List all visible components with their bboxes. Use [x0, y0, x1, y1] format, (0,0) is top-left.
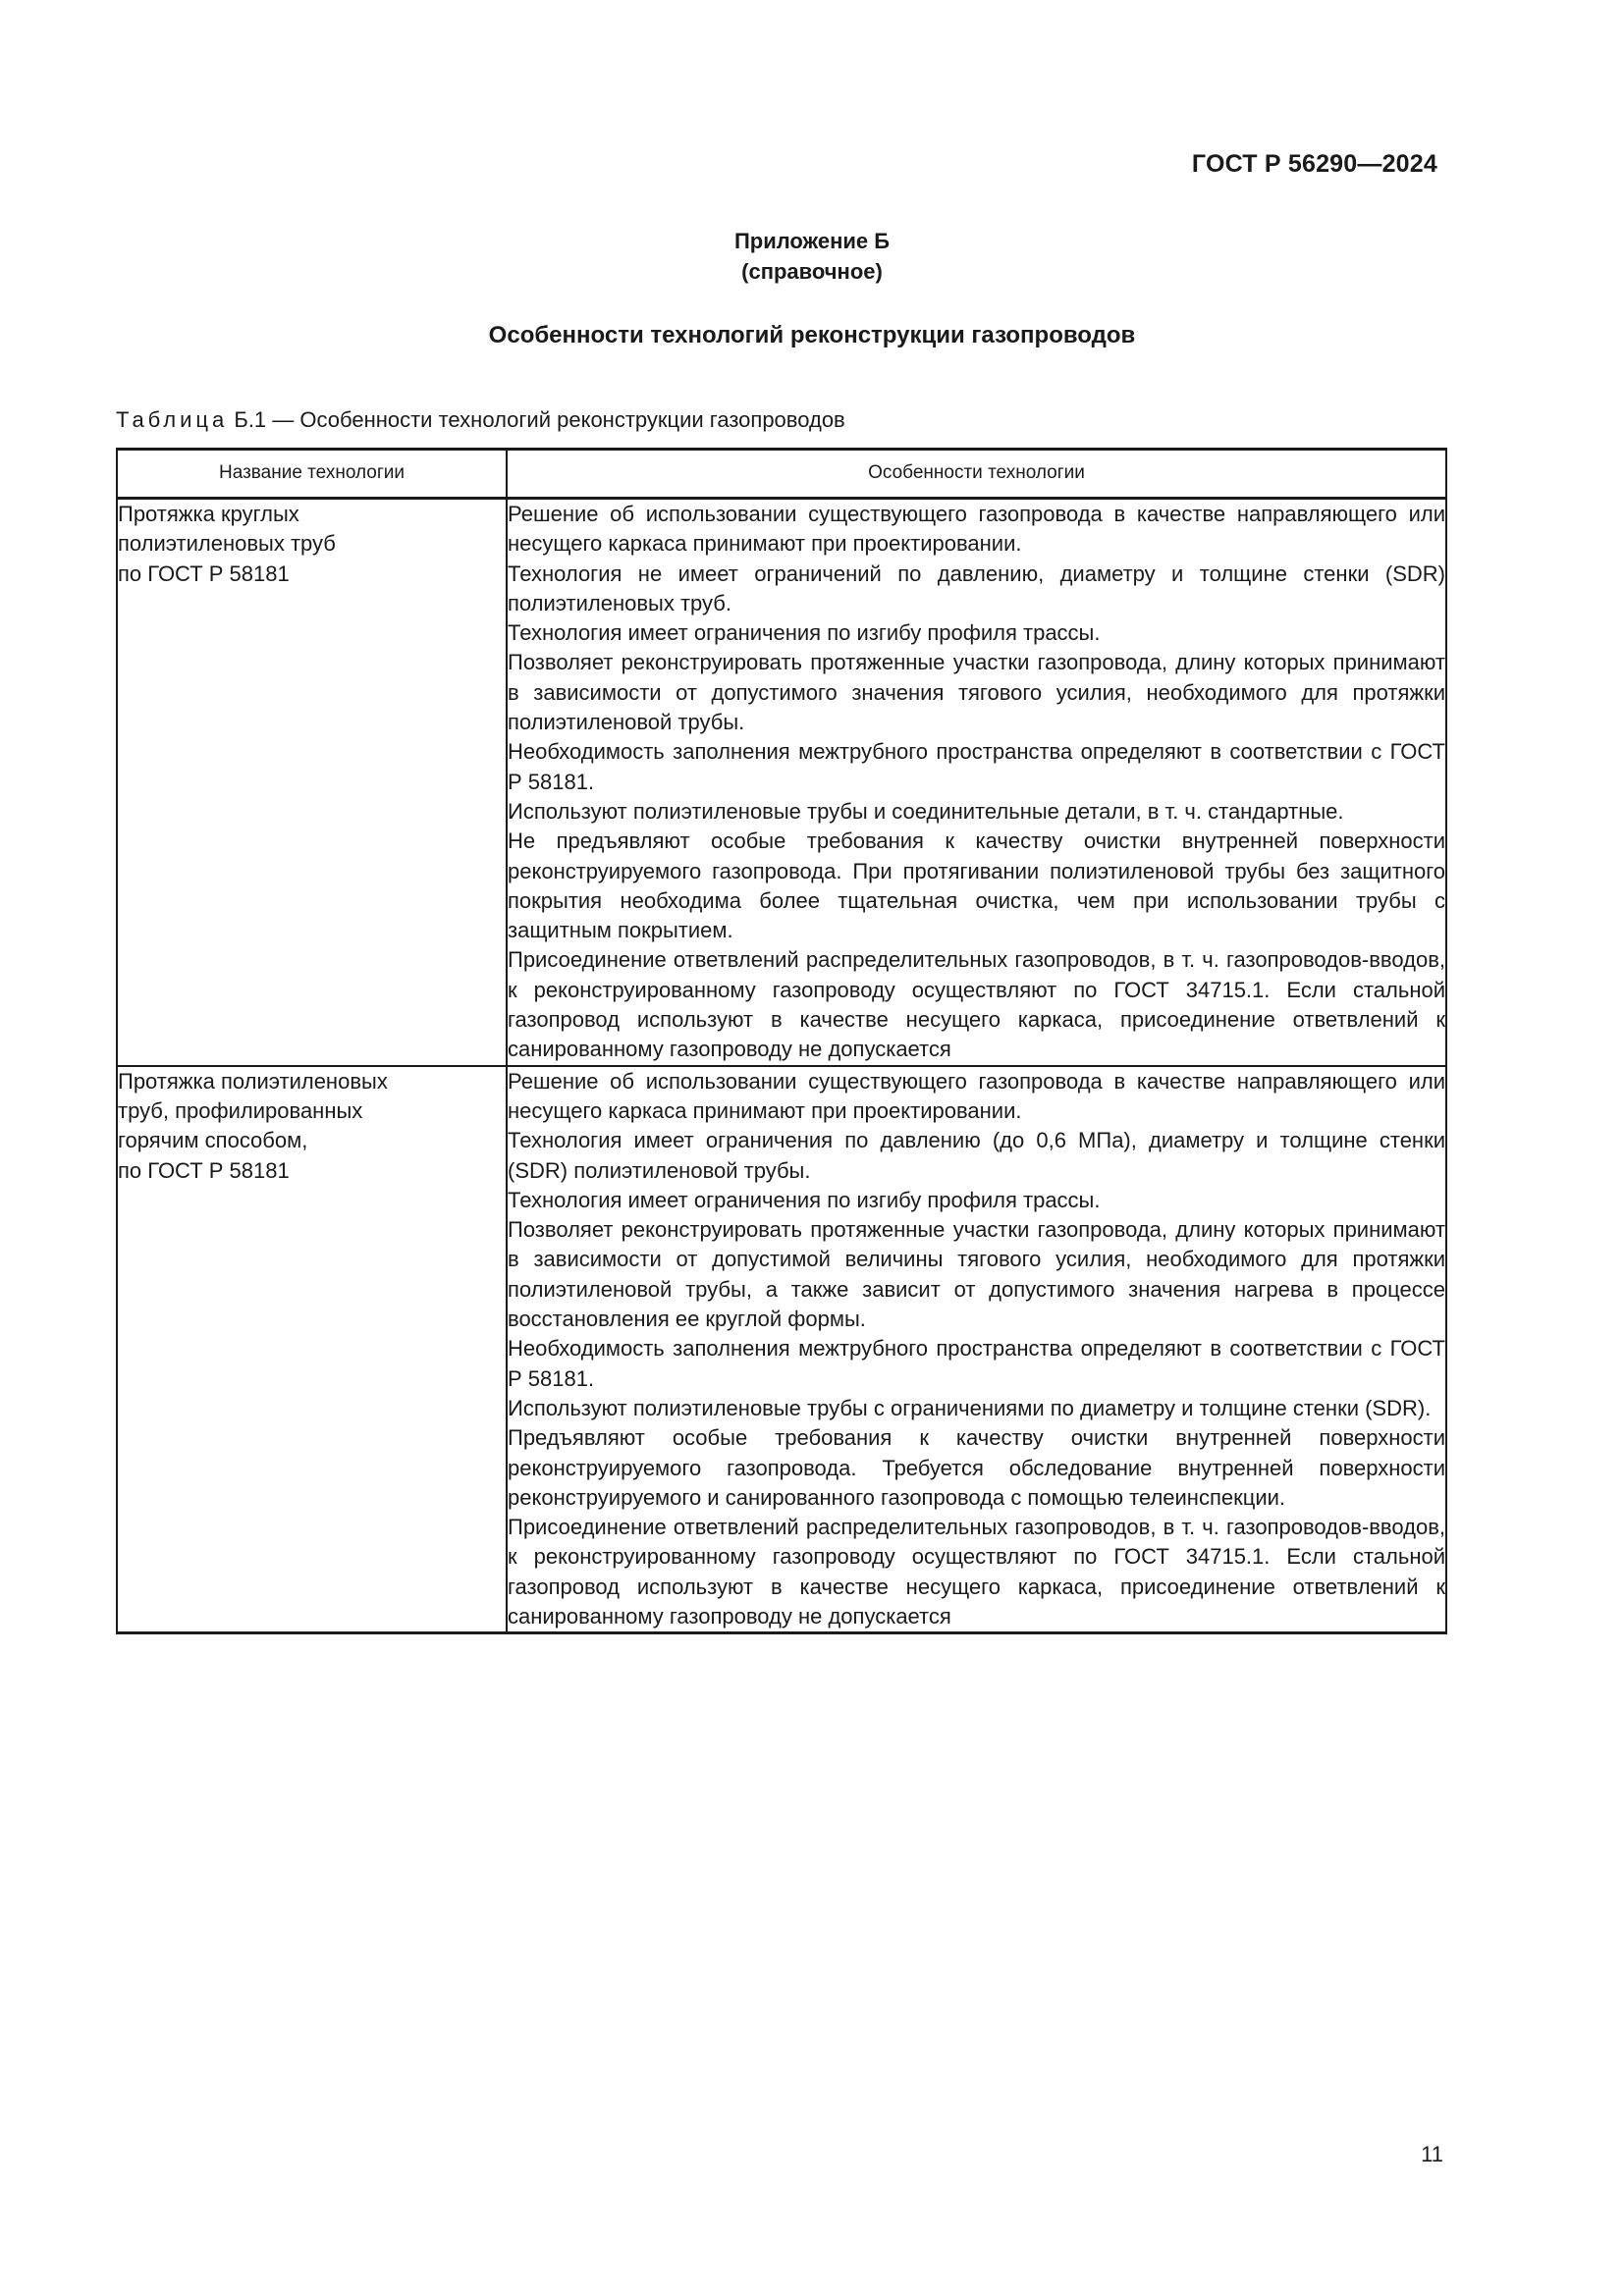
appendix-kind: (справочное): [741, 259, 883, 284]
feature-paragraph: Присоединение ответвлений распределительных газопроводов, в т. ч. газопроводов-вводов, к реконструированному газопроводу осуществляют по ГОСТ 34715.1. Если стальной газопровод используют в качестве несущего каркаса, присоединение ответвлений к санированному газопроводу не допускается: [508, 1515, 1445, 1629]
technology-name-line: Протяжка круглых: [118, 502, 299, 526]
feature-paragraph: Технология имеет ограничения по изгибу профиля трассы.: [508, 620, 1101, 646]
feature-paragraph: Решение об использовании существующего газопровода в качестве направляющего или несущего каркаса принимают при проектировании.: [508, 1068, 1445, 1123]
table-row: [117, 499, 1446, 1066]
document-code: ГОСТ Р 56290—2024: [1191, 150, 1437, 178]
page-number: 11: [1421, 2142, 1443, 2166]
technology-name-line: горячим способом,: [118, 1128, 308, 1153]
feature-paragraph: Технология имеет ограничения по изгибу профиля трассы.: [508, 1187, 1101, 1212]
feature-paragraph: Решение об использовании существующего газопровода в качестве направляющего или несущего каркаса принимают при проектировании.: [508, 502, 1445, 557]
feature-paragraph: Необходимость заполнения межтрубного пространства определяют в соответствии с ГОСТ Р 58181.: [508, 739, 1445, 794]
technology-name-cell: [117, 499, 507, 1066]
feature-paragraph: Используют полиэтиленовые трубы и соединительные детали, в т. ч. стандартные.: [508, 798, 1344, 824]
feature-paragraph: Позволяет реконструировать протяженные участки газопровода, длину которых принимают в зависимости от допустимой величины тягового усилия, необходимого для протяжки полиэтиленовой трубы, а также зависит от допустимого значения нагрева в процессе восстановления ее круглой формы.: [508, 1217, 1445, 1332]
technology-features-cell: [507, 1066, 1446, 1633]
feature-paragraph: Технология имеет ограничения по давлению (до 0,6 МПа), диаметру и толщине стенки (SDR) полиэтиленовой трубы.: [508, 1128, 1445, 1183]
feature-paragraph: Не предъявляют особые требования к качеству очистки внутренней поверхности реконструируемого газопровода. При протягивании полиэтиленовой трубы без защитного покрытия необходима более тщательная очистка, чем при использовании трубы с защитным покрытием.: [508, 828, 1445, 943]
technology-name-cell: [117, 1066, 507, 1633]
technology-name-line: по ГОСТ Р 58181: [118, 1157, 290, 1183]
technology-name-line: полиэтиленовых труб: [118, 531, 336, 557]
feature-paragraph: Используют полиэтиленовые трубы с ограничениями по диаметру и толщине стенки (SDR).: [508, 1395, 1432, 1420]
table-caption-prefix: Таблица: [116, 407, 229, 432]
technology-features-cell: [507, 499, 1446, 1066]
table-row: [117, 1066, 1446, 1633]
feature-paragraph: Предъявляют особые требования к качеству очистки внутренней поверхности реконструируемого газопровода. Требуется обследование внутренней поверхности реконструируемого и санированного газопровода с помощью телеинспекции.: [508, 1425, 1445, 1510]
table-caption: [116, 407, 845, 433]
technology-name-line: по ГОСТ Р 58181: [118, 561, 290, 586]
feature-paragraph: Технология не имеет ограничений по давлению, диаметру и толщине стенки (SDR) полиэтиленовых труб.: [508, 561, 1445, 615]
feature-paragraph: Присоединение ответвлений распределительных газопроводов, в т. ч. газопроводов-вводов, к реконструированному газопроводу осуществляют по ГОСТ 34715.1. Если стальной газопровод используют в качестве несущего каркаса, присоединение ответвлений к санированному газопроводу не допускается: [508, 947, 1445, 1062]
technology-table: [116, 448, 1447, 1634]
column-header-name: Название технологии: [117, 450, 507, 499]
section-title: Особенности технологий реконструкции газопроводов: [488, 322, 1136, 348]
table-caption-text: Б.1 — Особенности технологий реконструкции газопроводов: [228, 407, 845, 432]
feature-paragraph: Необходимость заполнения межтрубного пространства определяют в соответствии с ГОСТ Р 58181.: [508, 1336, 1445, 1391]
technology-name-line: Протяжка полиэтиленовых: [118, 1068, 388, 1094]
feature-paragraph: Позволяет реконструировать протяженные участки газопровода, длину которых принимают в зависимости от допустимого значения тягового усилия, необходимого для протяжки полиэтиленовой трубы.: [508, 650, 1445, 735]
column-header-features: Особенности технологии: [507, 450, 1446, 499]
table-header-row: [117, 450, 1446, 499]
appendix-title: Приложение Б: [733, 229, 891, 253]
technology-name-line: труб, профилированных: [118, 1097, 363, 1123]
